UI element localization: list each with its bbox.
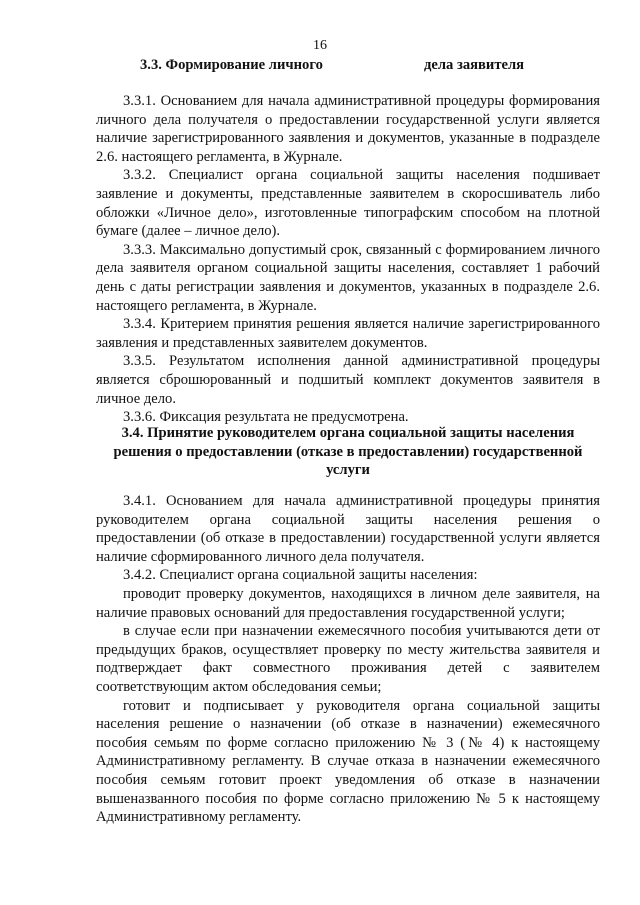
paragraph-3-3-5: 3.3.5. Результатом исполнения данной административной процедуры является сброшюрованный и подшитый комплект документов заявителя в личное дело. [96, 353, 600, 407]
paragraph-3-3-6: 3.3.6. Фиксация результата не предусмотрена. [123, 409, 409, 426]
paragraph-3-3-1: 3.3.1. Основанием для начала административной процедуры формирования личного дела получателя о предоставлении государственной услуги является наличие зарегистрированного заявления и документов, указанные в подразделе 2.6. настоящего регламента, в Журнале. [96, 93, 600, 165]
paragraph-3-4-2-item-2: в случае если при назначении ежемесячного пособия учитываются дети от предыдущих браков, осуществляет проверку по месту жительства заявителя и подтверждает факт совместного проживания детей с заявителем соответствующим актом обследования семьи; [96, 623, 600, 695]
section-3-3-body [96, 92, 600, 427]
paragraph-3-3-3: 3.3.3. Максимально допустимый срок, связанный с формированием личного дела заявителя органом социальной защиты населения, составляет 1 рабочий день с даты регистрации заявления и документов, указанных в подразделе 2.6. настоящего регламента, в Журнале. [96, 241, 600, 314]
section-3-3-heading-right: дела заявителя [424, 57, 525, 73]
paragraph-3-3-4: 3.3.4. Критерием принятия решения является наличие зарегистрированного заявления и представленных заявителем документов. [96, 316, 600, 351]
section-3-4-heading [96, 424, 600, 480]
section-3-4-heading-line3: услуги [326, 462, 370, 479]
section-3-4-heading-line2: решения о предоставлении (отказе в предоставлении) государственной [113, 443, 583, 460]
paragraph-3-4-2-item-3: готовит и подписывает у руководителя органа социальной защиты населения решение о назначении (об отказе в назначении) ежемесячного пособия семьям по форме согласно приложению № 3 (№ 4) к настоящему Административному регламенту. В случае отказа в назначении ежемесячного пособия семьям готовит проект уведомления об отказе в назначении вышеназванного пособия по форме согласно приложению № 5 к настоящему Административному регламенту. [96, 697, 600, 826]
page-number: 16 [313, 38, 327, 53]
paragraph-3-4-1: 3.4.1. Основанием для начала административной процедуры принятия руководителем органа социальной защиты населения решения о предоставлении (об отказе в предоставлении) государственной услуги является наличие сформированного личного дела получателя. [96, 493, 600, 565]
paragraph-3-3-2: 3.3.2. Специалист органа социальной защиты населения подшивает заявление и документы, представленные заявителем в скоросшиватель либо обложки «Личное дело», изготовленные типографским способом на плотной бумаге (далее – личное дело). [96, 167, 600, 240]
section-3-4-body [96, 492, 600, 827]
section-3-3-heading-left: 3.3. Формирование личного [140, 57, 323, 73]
paragraph-3-4-2-item-1: проводит проверку документов, находящихся в личном деле заявителя, на наличие правовых оснований для предоставления государственной услуги; [96, 585, 600, 621]
section-3-4-heading-line1: 3.4. Принятие руководителем органа социальной защиты населения [121, 425, 575, 441]
paragraph-3-4-2: 3.4.2. Специалист органа социальной защиты населения: [123, 567, 478, 584]
